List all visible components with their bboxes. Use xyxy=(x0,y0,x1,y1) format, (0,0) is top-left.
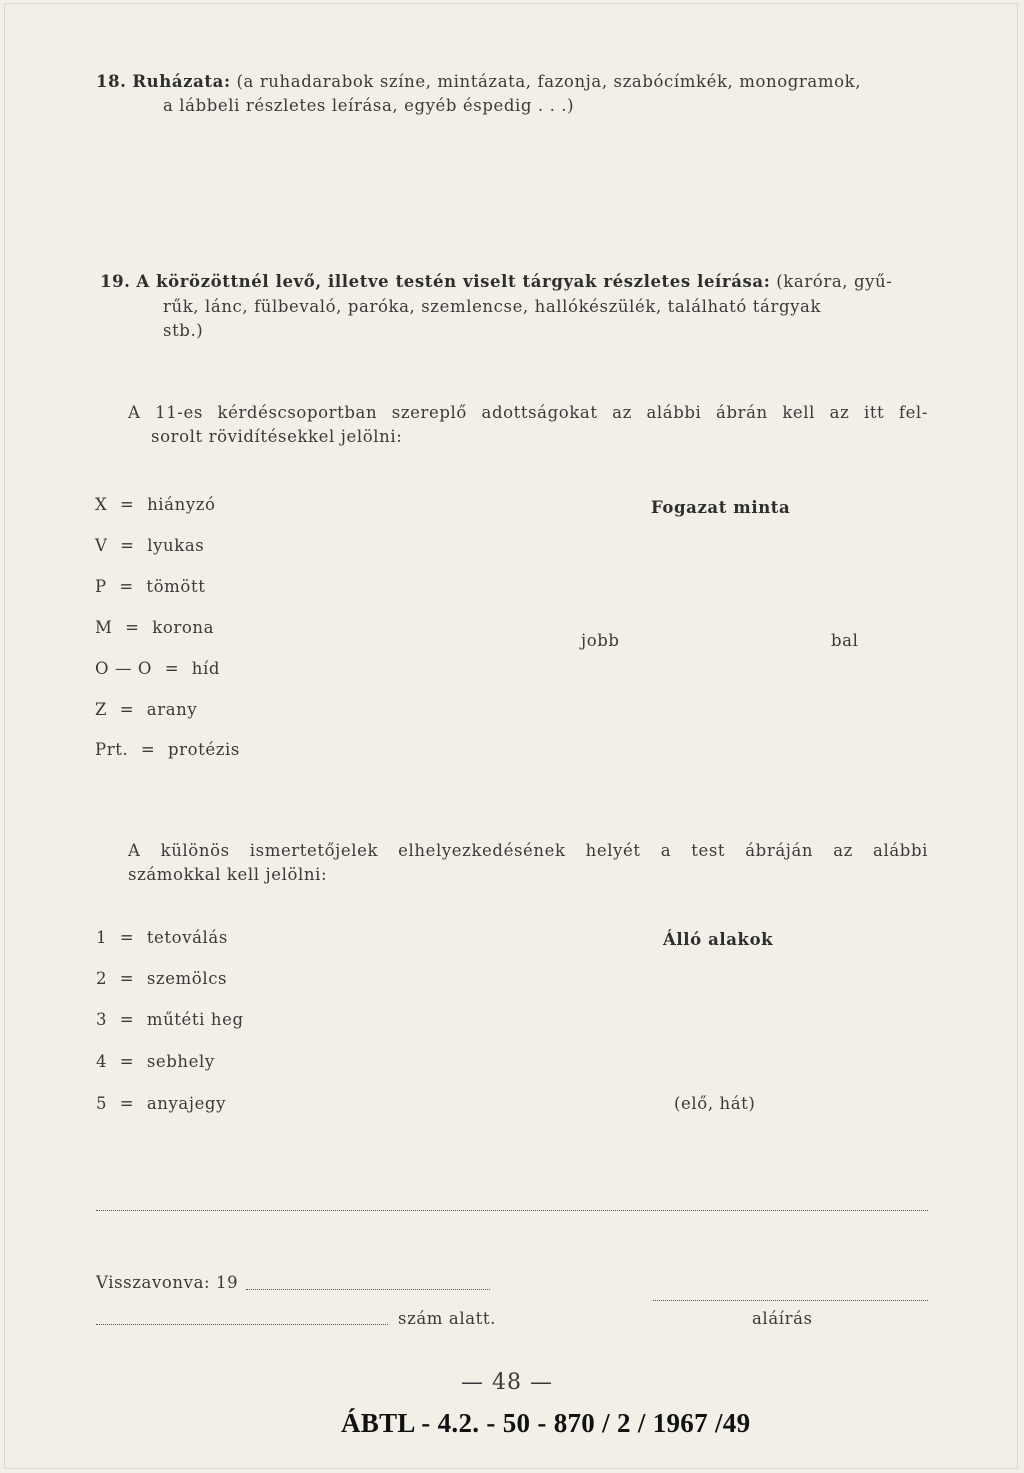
q18-text1: (a ruhadarabok színe, mintázata, fazonja, szabócímkék, monogramok, xyxy=(236,72,862,91)
legend-label: hiányzó xyxy=(147,495,216,514)
legend-row-bridge xyxy=(95,659,220,678)
marks-code: 1 xyxy=(96,928,108,947)
legend-code: V xyxy=(95,536,108,555)
body-figure-title: Álló alakok xyxy=(663,930,774,949)
legend-eq: = xyxy=(119,577,134,596)
marks-eq: = xyxy=(119,1010,135,1029)
revoked-label: Visszavonva: 19 xyxy=(96,1273,239,1292)
page-number: — 48 — xyxy=(461,1370,553,1395)
legend-row-missing xyxy=(95,495,216,514)
legend-code: Prt. xyxy=(95,740,129,759)
legend-eq: = xyxy=(164,659,180,678)
teeth-intro-line2: sorolt rövidítésekkel jelölni: xyxy=(151,427,403,446)
q19-line1 xyxy=(100,272,892,291)
marks-label: anyajegy xyxy=(146,1094,227,1113)
marks-row-surgical-scar xyxy=(96,1010,244,1029)
legend-label: híd xyxy=(191,659,221,678)
legend-code: P xyxy=(95,577,107,596)
legend-eq: = xyxy=(120,536,135,555)
legend-row-prosthesis xyxy=(95,740,240,759)
legend-label: lyukas xyxy=(147,536,205,555)
legend-label: protézis xyxy=(167,740,241,759)
separator-dotted-line xyxy=(96,1210,928,1211)
legend-label: tömött xyxy=(146,577,206,596)
marks-eq: = xyxy=(119,1052,135,1071)
number-label: szám alatt. xyxy=(398,1309,496,1328)
q18-line1 xyxy=(96,72,861,91)
q18-number: 18. xyxy=(96,72,127,91)
teeth-intro-line1: A 11-es kérdéscsoportban szereplő adottságokat az alábbi ábrán kell az itt fel- xyxy=(128,403,928,422)
legend-code: M xyxy=(95,618,113,637)
legend-code: X xyxy=(95,495,108,514)
marks-intro-line1: A különös ismertetőjelek elhelyezkedésének helyét a test ábráján az alábbi xyxy=(128,841,928,860)
marks-label: műtéti heg xyxy=(146,1010,244,1029)
marks-code: 3 xyxy=(96,1010,108,1029)
marks-row-wart xyxy=(96,969,227,988)
legend-row-cavity xyxy=(95,536,204,555)
marks-eq: = xyxy=(119,1094,135,1113)
marks-label: tetoválás xyxy=(146,928,228,947)
marks-row-wound-scar xyxy=(96,1052,215,1071)
marks-eq: = xyxy=(119,969,135,988)
marks-code: 2 xyxy=(96,969,108,988)
teeth-chart-title: Fogazat minta xyxy=(651,498,791,517)
legend-eq: = xyxy=(140,740,156,759)
signature-field[interactable] xyxy=(653,1300,928,1301)
legend-row-gold xyxy=(95,700,197,719)
legend-label: arany xyxy=(146,700,198,719)
q19-label: A körözöttnél levő, illetve testén viselt tárgyak részletes leírása: xyxy=(136,272,771,291)
legend-label: korona xyxy=(152,618,215,637)
revoked-date-field[interactable] xyxy=(246,1289,490,1290)
legend-row-crown xyxy=(95,618,214,637)
q18-label: Ruházata: xyxy=(132,72,231,91)
q19-number: 19. xyxy=(100,272,131,291)
marks-intro-line2: számokkal kell jelölni: xyxy=(128,865,328,884)
legend-eq: = xyxy=(125,618,140,637)
archive-reference: ÁBTL - 4.2. - 50 - 870 / 2 / 1967 /49 xyxy=(341,1408,751,1438)
number-field[interactable] xyxy=(96,1324,388,1325)
page-frame xyxy=(4,3,1018,1469)
legend-code: O — O xyxy=(95,659,153,678)
marks-row-tattoo xyxy=(96,928,228,947)
body-figure-subtitle: (elő, hát) xyxy=(674,1094,756,1113)
teeth-left-side-label: bal xyxy=(831,631,859,650)
marks-label: szemölcs xyxy=(146,969,228,988)
legend-code: Z xyxy=(95,700,108,719)
legend-eq: = xyxy=(120,495,135,514)
q18-text2: a lábbeli részletes leírása, egyéb éspedig . . .) xyxy=(163,96,575,115)
marks-row-birthmark xyxy=(96,1094,226,1113)
marks-code: 5 xyxy=(96,1094,108,1113)
q19-text2: rűk, lánc, fülbevaló, paróka, szemlencse, hallókészülék, található tárgyak xyxy=(163,297,822,316)
legend-row-filled xyxy=(95,577,205,596)
marks-eq: = xyxy=(119,928,135,947)
legend-eq: = xyxy=(119,700,135,719)
marks-label: sebhely xyxy=(146,1052,215,1071)
q19-text3: stb.) xyxy=(163,321,204,340)
q19-text1: (karóra, gyű- xyxy=(776,272,893,291)
teeth-right-side-label: jobb xyxy=(581,631,620,650)
marks-code: 4 xyxy=(96,1052,108,1071)
signature-label: aláírás xyxy=(752,1309,813,1328)
